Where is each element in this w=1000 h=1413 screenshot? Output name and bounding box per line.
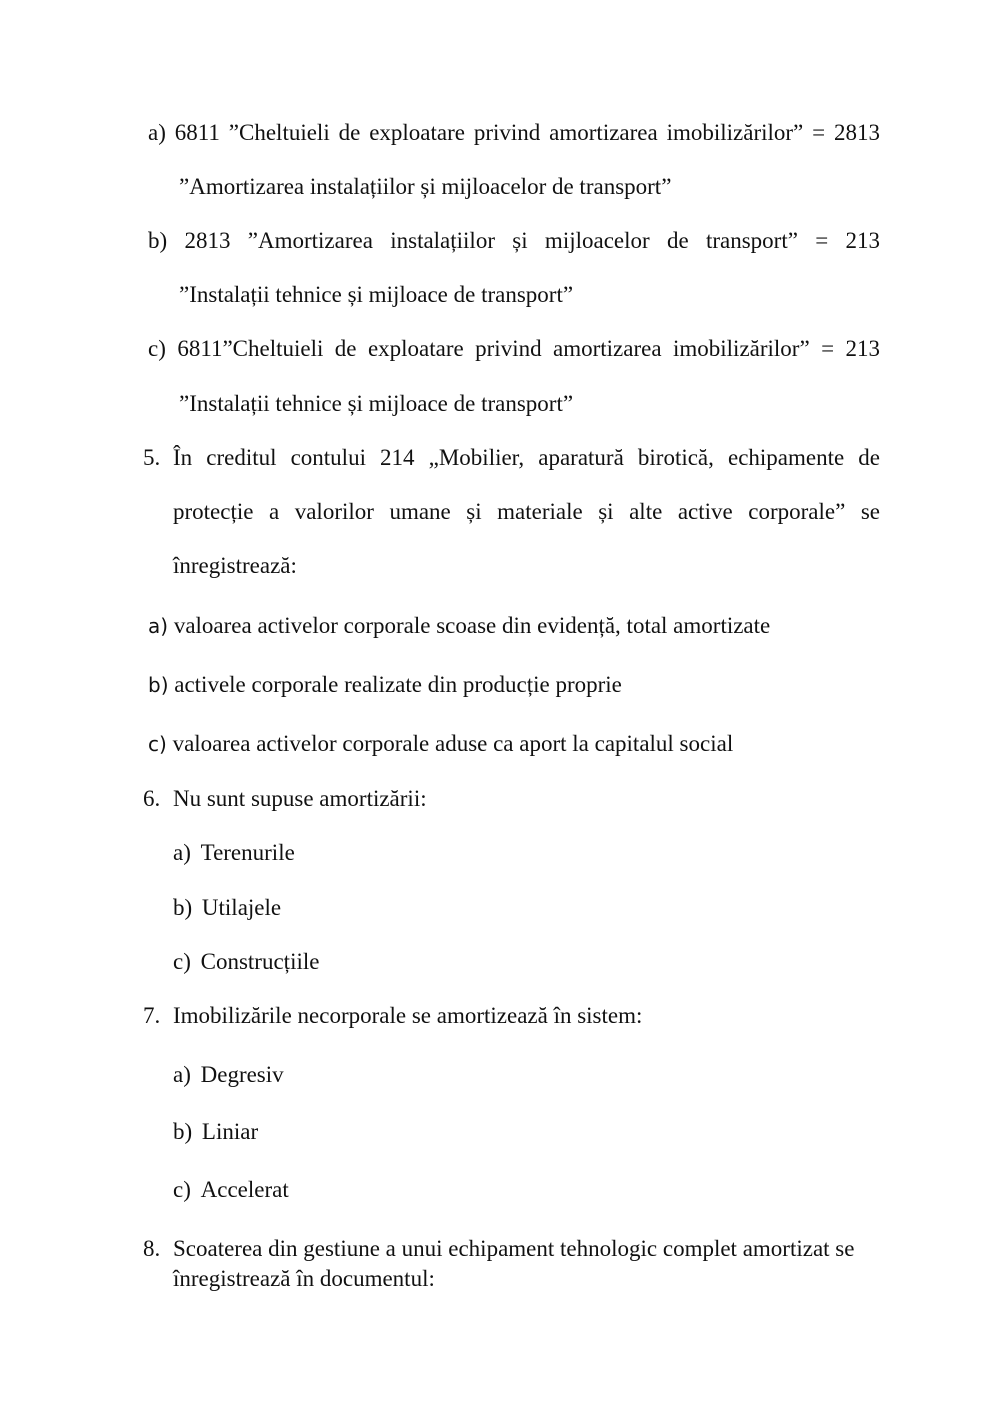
q5-text-line3: înregistrează: (173, 553, 297, 578)
q5-option-c-label: c) (148, 732, 167, 756)
q5-option-c (148, 730, 733, 758)
q5-option-b (148, 671, 622, 699)
q5-option-a-text: valoarea activelor corporale scoase din evidență, total amortizate (173, 613, 771, 638)
q5-option-b-label: b) (148, 673, 169, 697)
q4-option-c-line2: ”Instalații tehnice și mijloace de transport” (179, 391, 574, 416)
q7-number: 7. (143, 1003, 161, 1028)
q4-option-b-line1: b) 2813 ”Amortizarea instalațiilor și mijloacelor de transport” = 213 (148, 228, 881, 253)
q6-option-b (173, 894, 281, 922)
q7-option-a-text: Degresiv (200, 1062, 284, 1087)
q7-option-b-label: b) (173, 1119, 193, 1144)
q5-text-line1: În creditul contului 214 „Mobilier, aparatură birotică, echipamente de (173, 445, 880, 470)
q6-option-b-text: Utilajele (201, 895, 282, 920)
q5-option-a (148, 612, 770, 640)
q7-option-c (173, 1176, 289, 1204)
q7-option-a-label: a) (173, 1062, 191, 1087)
q7-text: Imobilizările necorporale se amortizează în sistem: (173, 1003, 643, 1028)
q6-option-c-text: Construcțiile (200, 949, 320, 974)
q5-number: 5. (143, 445, 161, 470)
q8-text-line2: înregistrează în documentul: (173, 1266, 435, 1291)
q6-text: Nu sunt supuse amortizării: (173, 786, 427, 811)
q4-option-c-label: c) (148, 336, 166, 361)
q5-option-b-text: activele corporale realizate din producție proprie (174, 672, 622, 697)
q7-option-a (173, 1061, 284, 1089)
q5-text-line2: protecție a valorilor umane și materiale și alte active corporale” se (173, 499, 880, 524)
q6-option-a (173, 839, 295, 867)
q4-option-a-line2: ”Amortizarea instalațiilor și mijloacelor de transport” (179, 174, 672, 199)
q6-option-c-label: c) (173, 949, 191, 974)
q7-option-c-text: Accelerat (200, 1177, 289, 1202)
q6-option-c (173, 948, 319, 976)
q8-number: 8. (143, 1236, 161, 1261)
q7-option-b (173, 1118, 258, 1146)
q4-option-c-line1: c) 6811”Cheltuieli de exploatare privind amortizarea imobilizărilor” = 213 (148, 336, 880, 361)
q8-text-line1: Scoaterea din gestiune a unui echipament tehnologic complet amortizat se (173, 1236, 855, 1261)
q6-option-a-label: a) (173, 840, 191, 865)
q4-option-b-label: b) (148, 228, 168, 253)
q7-option-c-label: c) (173, 1177, 191, 1202)
q6-option-b-label: b) (173, 895, 193, 920)
q5-option-c-text: valoarea activelor corporale aduse ca aport la capitalul social (172, 731, 734, 756)
q5-option-a-label: a) (148, 614, 169, 638)
q7-option-b-text: Liniar (201, 1119, 259, 1144)
q4-option-a-label: a) (148, 120, 166, 145)
q6-option-a-text: Terenurile (200, 840, 295, 865)
q6-number: 6. (143, 786, 161, 811)
q4-option-a-line1: a) 6811 ”Cheltuieli de exploatare privind amortizarea imobilizărilor” = 2813 (148, 120, 880, 145)
q4-option-b-line2: ”Instalații tehnice și mijloace de transport” (179, 282, 574, 307)
